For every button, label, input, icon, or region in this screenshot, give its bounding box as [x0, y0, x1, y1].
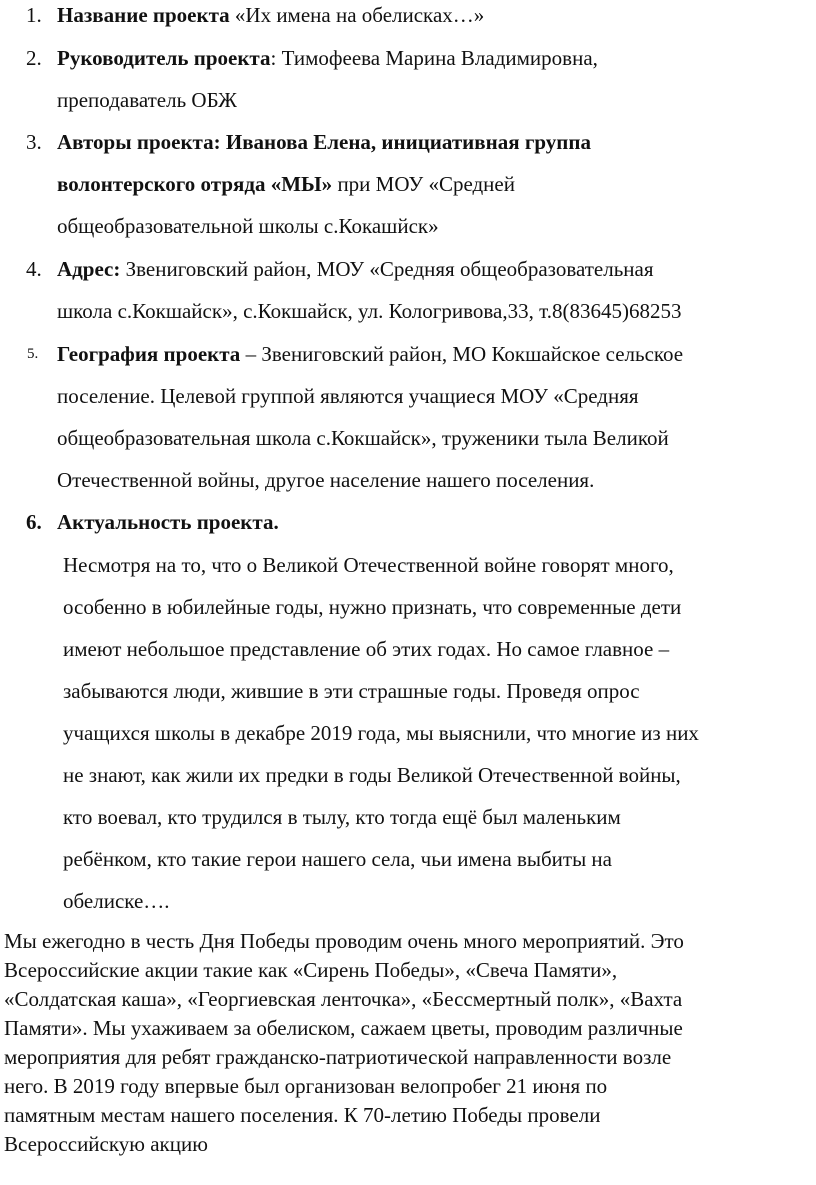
list-number-5: 5. — [27, 346, 39, 362]
list-item-geography — [57, 333, 683, 375]
list-number-2: 2. — [26, 46, 42, 70]
relevance-line-1: Несмотря на то, что о Великой Отечественной войне говорят много, — [63, 553, 674, 577]
project-name-value: «Их имена на обелисках…» — [229, 3, 485, 27]
events-line-3: «Солдатская каша», «Георгиевская ленточка», «Бессмертный полк», «Вахта — [4, 987, 683, 1011]
events-line-4: Памяти». Мы ухаживаем за обелиском, сажаем цветы, проводим различные — [4, 1016, 683, 1040]
relevance-line-8: ребёнком, кто такие герои нашего села, чьи имена выбиты на — [63, 847, 612, 871]
project-name-label: Название проекта — [57, 3, 230, 27]
events-line-6: него. В 2019 году впервые был организован велопробег 21 июня по — [4, 1074, 608, 1098]
project-leader-label: Руководитель проекта — [57, 46, 271, 70]
project-authors-label-line2: волонтерского отряда «МЫ» — [57, 172, 333, 196]
geography-line4: Отечественной войны, другое население нашего поселения. — [57, 468, 595, 492]
geography-line3: общеобразовательная школа с.Кокшайск», труженики тыла Великой — [57, 426, 669, 450]
address-label: Адрес: — [57, 257, 121, 281]
relevance-line-6: не знают, как жили их предки в годы Великой Отечественной войны, — [63, 763, 681, 787]
relevance-line-9: обелиске…. — [63, 889, 170, 913]
relevance-line-5: учащихся школы в декабре 2019 года, мы выяснили, что многие из них — [63, 721, 699, 745]
events-line-5: мероприятия для ребят гражданско-патриотической направленности возле — [4, 1045, 672, 1069]
project-leader-value: : Тимофеева Марина Владимировна, — [270, 46, 598, 70]
list-item-project-leader — [57, 37, 598, 79]
events-line-8: Всероссийскую акцию — [4, 1132, 208, 1156]
events-line-7: памятным местам нашего поселения. К 70-летию Победы провели — [4, 1103, 601, 1127]
relevance-line-4: забываются люди, жившие в эти страшные годы. Проведя опрос — [63, 679, 640, 703]
address-value-line2: школа с.Кокшайск», с.Кокшайск, ул. Кологривова,33, т.8(83645)68253 — [57, 299, 682, 323]
address-value: Звениговский район, МОУ «Средняя общеобразовательная — [120, 257, 654, 281]
list-number-6: 6. — [26, 510, 42, 534]
project-authors-label: Авторы проекта: Иванова Елена, инициативная группа — [57, 130, 591, 154]
events-line-1: Мы ежегодно в честь Дня Победы проводим очень много мероприятий. Это — [4, 929, 684, 953]
list-number-3: 3. — [26, 130, 42, 154]
relevance-line-2: особенно в юбилейные годы, нужно признать, что современные дети — [63, 595, 682, 619]
project-authors-line3: общеобразовательной школы с.Кокашйск» — [57, 214, 439, 238]
list-item-relevance — [57, 501, 279, 543]
project-authors-value: при МОУ «Средней — [332, 172, 515, 196]
list-number-4: 4. — [26, 257, 42, 281]
list-item-project-name — [57, 0, 484, 36]
list-item-project-authors — [57, 121, 591, 163]
project-leader-value-line2: преподаватель ОБЖ — [57, 88, 237, 112]
list-number-1: 1. — [26, 3, 42, 27]
relevance-line-3: имеют небольшое представление об этих годах. Но самое главное – — [63, 637, 670, 661]
relevance-line-7: кто воевал, кто трудился в тылу, кто тогда ещё был маленьким — [63, 805, 621, 829]
geography-line2: поселение. Целевой группой являются учащиеся МОУ «Средняя — [57, 384, 639, 408]
events-line-2: Всероссийские акции такие как «Сирень Победы», «Свеча Памяти», — [4, 958, 618, 982]
geography-label: География проекта — [57, 342, 241, 366]
list-item-address — [57, 248, 654, 290]
project-authors-line2 — [57, 163, 515, 205]
relevance-label: Актуальность проекта. — [57, 510, 279, 534]
geography-value: – Звениговский район, МО Кокшайское сельское — [240, 342, 684, 366]
